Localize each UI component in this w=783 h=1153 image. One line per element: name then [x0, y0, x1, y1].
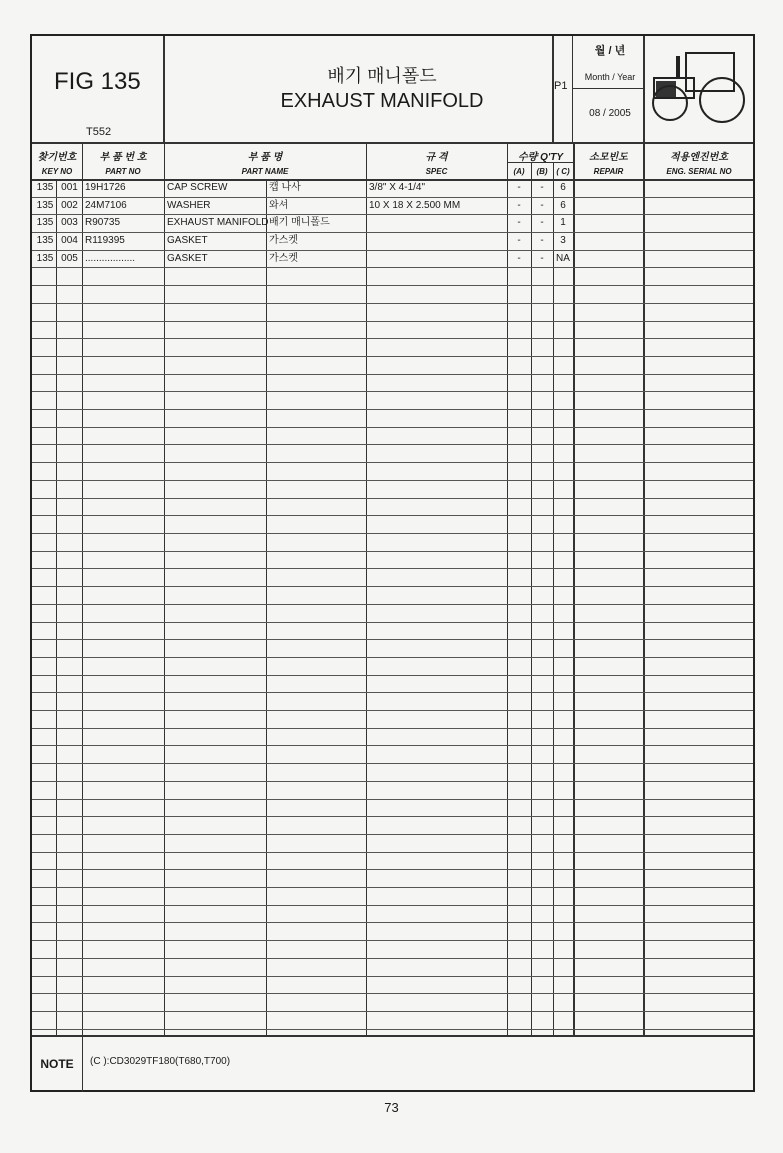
col-spec: SPEC [425, 167, 448, 176]
key-no: 002 [61, 200, 78, 211]
col-part-name: PART NAME [241, 167, 289, 176]
fig-no: 135 [36, 235, 54, 246]
col-part-no-ko: 부 품 번 호 [99, 152, 147, 163]
col-spec-ko: 규 격 [425, 152, 448, 163]
fig-no: 135 [36, 200, 54, 211]
note-label: NOTE [40, 1057, 74, 1071]
month-year-label-ko: 월 / 년 [594, 45, 626, 57]
page-number: 73 [384, 1100, 399, 1115]
qty-a: - [517, 182, 521, 193]
month-year-label: Month / Year [584, 72, 636, 82]
part-name-en: GASKET [167, 253, 208, 264]
qty-b: - [540, 200, 544, 211]
qty-b: - [540, 182, 544, 193]
part-no: 24M7106 [85, 200, 127, 211]
col-part-no: PART NO [105, 167, 141, 176]
col-qty-b: (B) [536, 167, 548, 176]
col-key-ko: 찾기번호 [37, 152, 77, 163]
col-serial-ko: 적용엔진번호 [670, 152, 728, 163]
page-title: EXHAUST MANIFOLD [280, 90, 484, 112]
fig-no: 135 [36, 217, 54, 228]
qty-a: - [517, 217, 521, 228]
part-no: R90735 [85, 217, 121, 228]
col-qty-a: (A) [513, 167, 525, 176]
fig-label: FIG 135 [54, 68, 141, 95]
tractor-icon [648, 48, 748, 128]
qty-b: - [540, 217, 544, 228]
col-key: KEY NO [41, 167, 73, 176]
part-name-ko: 가스켓 [269, 253, 298, 264]
part-name-en: WASHER [167, 200, 211, 211]
qty-c: 3 [560, 235, 566, 246]
qty-a: - [517, 200, 521, 211]
month-year-value: 08 / 2005 [589, 108, 631, 119]
col-repair: REPAIR [593, 167, 624, 176]
fig-no: 135 [36, 182, 54, 193]
part-name-ko: 와셔 [269, 200, 289, 211]
qty-b: - [540, 253, 544, 264]
part-name-ko: 캡 나사 [269, 182, 301, 193]
spec: 10 X 18 X 2.500 MM [369, 200, 461, 211]
qty-c: NA [556, 253, 570, 264]
title-korean: 배기 매니폴드 [327, 66, 437, 86]
col-qty: 수량 Q'TY [517, 152, 564, 163]
part-no: R119395 [85, 235, 125, 246]
note-text: (C ):CD3029TF180(T680,T700) [90, 1056, 231, 1067]
parts-sheet [30, 34, 755, 1092]
key-no: 001 [61, 182, 78, 193]
part-name-ko: 가스켓 [269, 235, 298, 246]
part-no: 19H1726 [85, 182, 126, 193]
qty-a: - [517, 235, 521, 246]
model-code: T552 [86, 126, 112, 138]
key-no: 005 [61, 253, 78, 264]
part-name-en: EXHAUST MANIFOLD [167, 217, 269, 228]
qty-c: 6 [560, 200, 566, 211]
qty-c: 6 [560, 182, 566, 193]
col-part-name-ko: 부 품 명 [247, 152, 283, 163]
key-no: 003 [61, 217, 78, 228]
spec: 3/8" X 4-1/4" [369, 182, 426, 193]
col-serial: ENG. SERIAL NO [666, 167, 732, 176]
part-name-ko: 배기 매니폴드 [269, 217, 330, 228]
qty-b: - [540, 235, 544, 246]
part-name-en: CAP SCREW [167, 182, 228, 193]
key-no: 004 [61, 235, 78, 246]
qty-c: 1 [560, 217, 566, 228]
page-ref: P1 [554, 80, 568, 92]
col-qty-c: ( C) [556, 167, 570, 176]
part-no: .................. [85, 253, 136, 264]
part-name-en: GASKET [167, 235, 208, 246]
fig-no: 135 [36, 253, 54, 264]
qty-a: - [517, 253, 521, 264]
col-repair-ko: 소모빈도 [589, 152, 628, 163]
